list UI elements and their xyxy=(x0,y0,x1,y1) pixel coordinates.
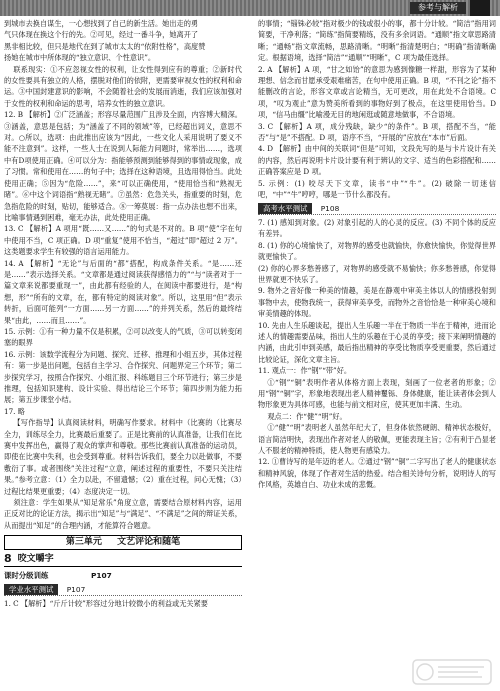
practice-label: 课时分级训练 xyxy=(4,571,49,581)
answer-12: 12. ①曹诗写的是年迈的老人。②通过“钢”“铜”二字写出了老人的健康状态和精神风貌，体现了作者对生活的热爱。结合相关诗句分析，说明诗人的写作风格，英雄自白、功业未成的悲慨。 xyxy=(258,457,496,490)
answer-8-b: (2) 你的心界多愁善感了，对物界的感受就不易愉快；你多愁善感，你觉得世界就更不快乐了。 xyxy=(258,263,496,284)
answer-11: 11. 观点一：作“钢”“带”好。 xyxy=(258,366,352,376)
practice-heading xyxy=(4,570,242,581)
answer-4: 4. D 【解析】由中间的关联词“但是”可知，文段先写的是与卡片设计有关的内容，然后再说明卡片设计要有利于辨认的文字、适当的色彩搭配和……正确答案应是 D 项。 xyxy=(258,144,496,177)
writing-guide: 【写作指导】认真阅读材料，明确写作要求。材料中（比赛的（比赛尽全力，训练尽全力，比赛最后重要了。正是比赛前的认真准备，让我们在比赛中发挥出色，赢得了观众的掌声和尊敬。那些比赛前认真准备的运动员，即使在比赛中失利，也会受到尊重。材料告诉我们，要全力以赴做事，不要敷衍了事。或者围绕”关注过程“立意，阐述过程的重要性，不要只关注结果。”参考立意：（1）全力以赴，不留遗憾；（2）重在过程，问心无愧；（3）过程比结果更重要；（4）态度决定一切。 xyxy=(4,418,242,496)
lesson-number: 8 xyxy=(4,552,12,566)
answer-16: 16. 示例：该数学流程分为问题、探究、迁移、推理和小组五步，其体过程有：第一步是出问题，包括自主学习、合作探究、问题界定三个环节；第二步探究学习，按照合作探究、小组汇报、科练题目三个环节进行；第三步是推理，包括知识建构、设计实验、得出结论三个环节；第四步则为能力拓展；第五步课堂小结。 xyxy=(4,349,242,405)
page-header-bar xyxy=(0,0,500,16)
answer-1-cont: 的事情；“锱铢必较”指对极少的钱或很小的事，都十分计较。“简洁”指用词简要，干净利落；“简练”指简要精练，没有多余词语。“通顺”指文章思路清晰；“通畅”指文章流畅，思路清晰。“明晰”指清楚明白；“明确”指清晰确定。根据语境，选择“简洁”“通顺”“明晰”，C 项为最佳选择。 xyxy=(258,19,496,63)
writing-guide-2: 须注意：学生如果从“知足常乐”角度立意，需要结合原材料内容，运用正反对比的论证方法，揭示出“知足”与“满足”、“不满足”之间的辩证关系，从而提出“知足”的合理内涵，才能算符合题意。 xyxy=(4,498,242,530)
academic-test-row xyxy=(4,584,242,596)
unit-name: 文艺评论和随笔 xyxy=(117,537,181,548)
right-column xyxy=(258,18,496,491)
text-line: 黑非相比较，但只是地代在到了城市太太的“依附性格”，高度赞 xyxy=(4,41,206,51)
gaokao-test-page: P108 xyxy=(320,203,340,213)
watermark-stamp-icon xyxy=(412,659,492,685)
unit-heading xyxy=(4,535,242,550)
text-line: 扬她在城市中所体现的“独立意识、个性意识”。 xyxy=(4,53,156,63)
answer-15: 15. 示例：①有一种力量不仅是积累，②可以改变人的气质，③可以转变闭塞的眼界 xyxy=(4,326,242,348)
text-line: 气只体现在换这个行的先。②可见，经过一番斗争，她离开了 xyxy=(4,30,199,40)
lesson-title: 咬文嚼字 xyxy=(17,554,54,565)
academic-test-label: 学业水平测试 xyxy=(4,584,58,595)
answer-7: 7. (1) 感知到对象。(2) 对象引起的人的心灵的反应。(3) 不同个体的反应有差异。 xyxy=(258,217,496,239)
answer-13: 13. C 【解析】A 项用“既……又……”的句式是不对的。B 项“使”字在句中使用不当，C 项正确。D 项“重复”使用不恰当，“超过”即“超过 2 万”。这类题要求学生有较强的语言运用能力。 xyxy=(4,224,242,257)
answer-11-a: ①“钢”“铜”表明作者从体格方面上表现，刻画了一位老者的形象；②用“钢”“铜”字，形象地表现出老人精神矍铄、身体健康，能让读者体会到人物形象更为具体可感，也能与前文相对应，使其更加丰满、生动。 xyxy=(258,377,496,410)
answer-3: 3. C 【解析】A 项，成分残缺，缺少“的条件”。B 项，搭配不当，“能否”与“是”不搭配。D 项，语序不当，“开展的”应放在“本市”后面。 xyxy=(258,121,496,143)
answer-14: 14. A 【解析】“无论”与后面的“都”搭配，构成条件关系。“是……还是……”表示选择关系。“文章都是通过阅读获得感悟力的”“与“读者对于一篇文章来说都要重现一”，由此都有经验的人，在阅读中都要进行，是“构想，形”“所有的文章，在，都有特定的阅读对象”。所以，这里用“但”表示转折，后面可能列“一方面……另一方面……”的并列关系，然后的最终结果“由此，……而且……”。 xyxy=(4,258,242,325)
left-column xyxy=(4,18,242,610)
unit-label: 第三单元 xyxy=(65,537,102,548)
practice-page: P107 xyxy=(90,571,112,581)
answer-10: 10. 先由人生乐趣谈起，提出人生乐趣一半在于物质一半在于精神，进而论述人的情趣需要品味，指出人生的乐趣在于心灵的享受；接下来阐明情趣的内涵，由此引申到美感，最后指出精神的享受比物质享受更重要，然后通过比较论证，深化文章主旨。 xyxy=(258,320,496,364)
text-line: 到城市去换自谋生，一心想找到了自己的新生活。她出走的勇 xyxy=(4,19,199,28)
reality-paragraph: 联系现实：①不应忽视女性的权利，让女性得到应有的尊重；②新时代的女性要具有独立的人格，摆脱对他们的依附，更需要审视女性的权利和命运。③中国封建意识的影响，不会随着社会的发展而消逝，我们应该加强对于女性的权利和命运的思考，培养女性的独立意识。 xyxy=(4,64,242,108)
academic-test-page: P107 xyxy=(66,584,86,594)
answer-11-b: 观点二：作“健”“明”好。 xyxy=(267,411,347,421)
header-corner-block xyxy=(470,0,490,16)
lesson-heading xyxy=(4,552,242,567)
gaokao-test-row xyxy=(258,203,496,215)
answer-1: 1. C 【解析】“斤斤计较”形容过分地计较微小的利益或无关紧要 xyxy=(4,599,208,609)
gaokao-test-label: 高考水平测试 xyxy=(258,203,312,214)
answer-5: 5. 示例：(1) 咬尽天下文章，读书“中”“牛”。(2) 破除一切迷信吧，“中”“牛”哼哼，哪是一节什么都没有。 xyxy=(258,178,496,200)
answer-8: 8. (1) 你的心境愉快了，对物界的感受也就愉快，你愈快愉快，你觉得世界就更愉快了。 xyxy=(258,240,496,262)
answer-17: 17. 略 xyxy=(4,406,25,416)
answer-2: 2. A 【解析】A 项，“甘之如饴”的意思为感到像糖一样甜，形容为了某种理想、信念而甘愿承受艰难痛苦，在句中使用正确。B 项，“不刊之论”指不能删改的言论，形容文章或言论精当，无可更改，用在此处不合语境。C 项，“叹为观止”意为赞美所看到的事物好到了极点，在这里使用恰当。D 项，“信马由缰”比喻漫无目的地闲逛或随意地做事，不合语境。 xyxy=(258,64,496,120)
header-tab: 参考与解析 xyxy=(410,2,466,14)
answer-11-c: ①“健”“明”表明老人虽然年纪大了，但身体依然硬朗、精神状态极好，语言简洁明快，表现出作者对老人的敬佩，更能表现主旨；②有利于凸显老人不服老的精神特质，使人物更有感染力。 xyxy=(258,423,496,456)
answer-9: 9. 物外之音好像一种美的情趣，美是在静观中审美主体以人的情感投射到事物中去，使物我统一，获得审美享受，而物外之音恰恰是一种审美心境和审美情趣的体现。 xyxy=(258,286,496,319)
answer-12-b: 12. B 【解析】②广泛涵盖；形容尽量范围广且涉及全面，内容博大精深。③涵盖，意思是包括；为“涵盖了不同的领域”等，已经超出词义，意思不对。○所以，选项：由此推出应该为“因此，一些文化人采用说明了要义不能不注意到”。这样，一些人士在说到人际能力问题时，常举出……，选项中有D项使用正确。④可以分为：指能够预测到能够得到的事情或现象，成了习惯。常和使用在……的句子中；选择在这种语境，且选用得恰当。此处使用正确；⑤因为“危险……”，来“可以正确使用，“使用恰当和“熟视无睹”。⑥中这个词语指“熟视无睹”。⑦虽然：危急关头，指重要的时刻，危急指危险的时刻，贴切，能够适合。⑧一筹莫展：指一点办法也想不出来，比喻事情遇到困难，毫无办法，此处使用正确。 xyxy=(4,110,242,222)
